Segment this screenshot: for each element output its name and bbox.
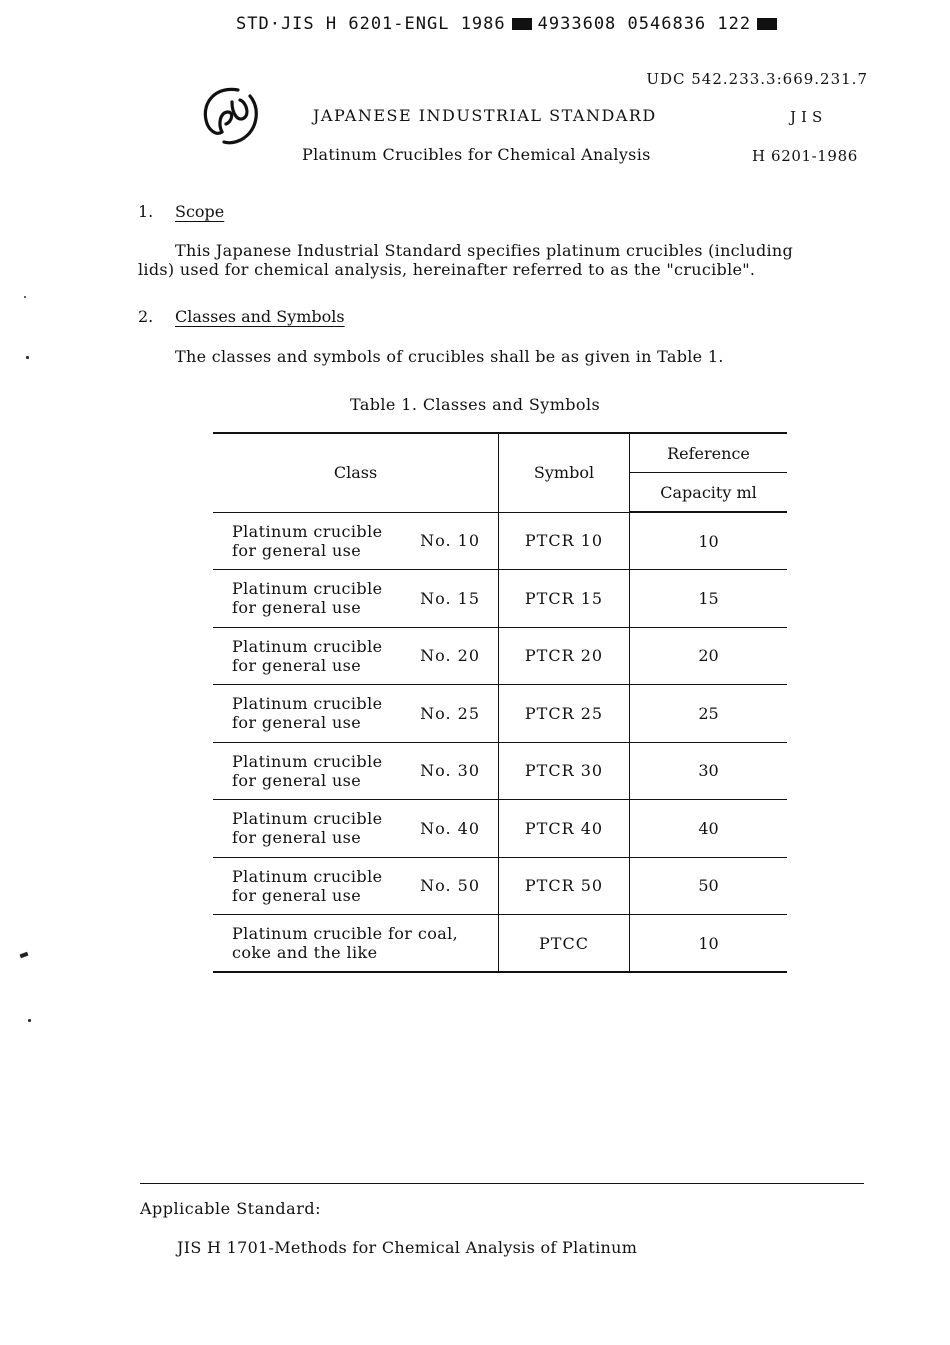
capacity-cell: 10 <box>630 915 788 973</box>
class-line1: Platinum crucible <box>232 521 383 541</box>
header-capacity: Capacity ml <box>630 473 788 513</box>
table-row <box>213 512 787 570</box>
table-caption: Table 1. Classes and Symbols <box>350 395 601 414</box>
document-code-part1: STD·JIS H 6201-ENGL 1986 <box>236 14 506 34</box>
class-line1: Platinum crucible <box>232 636 383 656</box>
table-row <box>213 800 787 858</box>
capacity-cell: 30 <box>630 742 788 800</box>
section-2-number: 2. <box>138 307 154 326</box>
table-row <box>213 685 787 743</box>
capacity-cell: 20 <box>630 627 788 685</box>
class-line2: for general use <box>232 655 362 675</box>
classes-symbols-table <box>213 432 787 973</box>
class-line2: for general use <box>232 540 362 560</box>
class-number: No. 10 <box>420 531 480 551</box>
symbol-cell: PTCR 20 <box>499 627 630 685</box>
symbol-cell: PTCR 25 <box>499 685 630 743</box>
section-1-number: 1. <box>138 202 154 221</box>
table-row <box>213 857 787 915</box>
table-row <box>213 742 787 800</box>
capacity-cell: 10 <box>630 512 788 570</box>
jis-logo-icon <box>198 82 262 146</box>
header-class: Class <box>213 433 499 512</box>
black-bar-mark <box>757 18 777 30</box>
scan-speck <box>20 952 29 958</box>
capacity-cell: 40 <box>630 800 788 858</box>
scan-speck <box>26 356 29 359</box>
class-line1: Platinum crucible <box>232 866 383 886</box>
capacity-cell: 25 <box>630 685 788 743</box>
class-line1: Platinum crucible <box>232 694 383 714</box>
jis-title: JAPANESE INDUSTRIAL STANDARD <box>313 106 657 125</box>
class-number: No. 40 <box>420 818 480 838</box>
section-1-text-line1: This Japanese Industrial Standard specifies platinum crucibles (including <box>175 241 794 260</box>
scan-speck <box>24 296 26 298</box>
class-line1: Platinum crucible <box>232 751 383 771</box>
class-line1: Platinum crucible <box>232 809 383 829</box>
black-bar-mark <box>512 18 532 30</box>
udc-number: UDC 542.233.3:669.231.7 <box>646 70 868 88</box>
class-line2: for general use <box>232 828 362 848</box>
class-number: No. 30 <box>420 761 480 781</box>
section-2-title: Classes and Symbols <box>175 307 345 326</box>
symbol-cell: PTCR 10 <box>499 512 630 570</box>
class-line2: for general use <box>232 598 362 618</box>
document-code-part2: 4933608 0546836 122 <box>537 14 752 34</box>
class-line2: coke and the like <box>232 943 378 962</box>
class-number: No. 15 <box>420 588 480 608</box>
class-line2: for general use <box>232 885 362 905</box>
section-1-title: Scope <box>175 202 225 221</box>
scan-speck <box>28 1019 31 1022</box>
document-code-line <box>236 14 783 34</box>
applicable-standard-item: JIS H 1701-Methods for Chemical Analysis of Platinum <box>177 1238 638 1257</box>
class-number: No. 50 <box>420 876 480 896</box>
section-1-text-line2: lids) used for chemical analysis, hereinafter referred to as the "crucible". <box>138 260 756 279</box>
symbol-cell: PTCR 40 <box>499 800 630 858</box>
class-line2: for general use <box>232 713 362 733</box>
class-number: No. 25 <box>420 703 480 723</box>
symbol-cell: PTCR 15 <box>499 570 630 628</box>
table-row <box>213 627 787 685</box>
standard-name: Platinum Crucibles for Chemical Analysis <box>302 145 651 164</box>
class-number: No. 20 <box>420 646 480 666</box>
footer-rule <box>140 1183 864 1184</box>
class-line1: Platinum crucible for coal, <box>232 924 459 943</box>
standard-number: H 6201-1986 <box>752 147 858 165</box>
applicable-standard-title: Applicable Standard: <box>140 1199 321 1218</box>
capacity-cell: 15 <box>630 570 788 628</box>
class-line1: Platinum crucible <box>232 579 383 599</box>
symbol-cell: PTCC <box>499 915 630 973</box>
section-2-text-line1: The classes and symbols of crucibles shall be as given in Table 1. <box>175 347 724 366</box>
class-line2: for general use <box>232 770 362 790</box>
symbol-cell: PTCR 30 <box>499 742 630 800</box>
header-symbol: Symbol <box>499 433 630 512</box>
symbol-cell: PTCR 50 <box>499 857 630 915</box>
capacity-cell: 50 <box>630 857 788 915</box>
table-row <box>213 915 787 973</box>
jis-mark: JIS <box>790 108 828 126</box>
table-row <box>213 570 787 628</box>
header-reference: Reference <box>630 433 788 473</box>
